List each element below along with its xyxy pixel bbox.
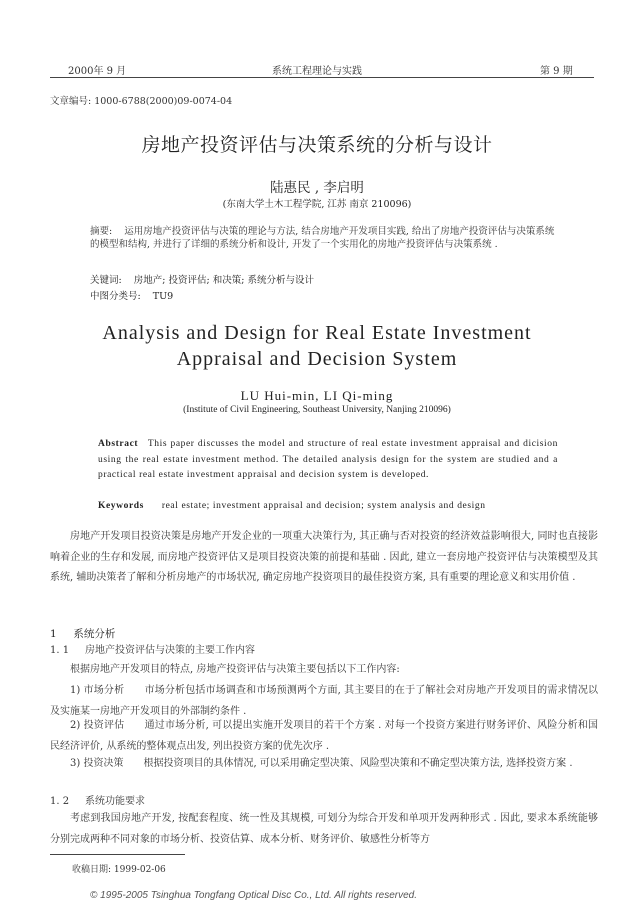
abstract-en-label: Abstract [98, 439, 139, 449]
subsection-1-2-title: 系统功能要求 [85, 796, 145, 807]
abstract-cn-text: 运用房地产投资评估与决策的理论与方法, 结合房地产开发项目实践, 给出了房地产投资评估与决策系统的模型和结构, 并进行了详细的系统分析和设计, 开发了一个实用化的房地产投资评估与决策系统 . [90, 226, 555, 250]
list-item-market-analysis: 1) 市场分析 市场分析包括市场调查和市场预测两个方面, 其主要目的在于了解社会对房地产开发项目的需求情况以及实施某一房地产开发项目的外部制约条件 . [50, 685, 598, 717]
title-chinese: 房地产投资评估与决策系统的分析与设计 [141, 134, 493, 156]
abstract-english [98, 437, 558, 484]
abstract-cn-label: 摘要: [90, 226, 113, 237]
header-rule [50, 77, 594, 78]
classification-label: 中图分类号: [90, 291, 141, 302]
subsection-1-1-heading [50, 641, 598, 662]
keywords-cn-text: 房地产; 投资评估; 和决策; 系统分析与设计 [133, 275, 314, 286]
received-date: 收稿日期: 1999-02-06 [72, 865, 166, 875]
list-item-investment-appraisal: 2) 投资评估 通过市场分析, 可以提出实施开发项目的若干个方案 . 对每一个投资方案进行财务评价、风险分析和国民经济评价, 从系统的整体观点出发, 列出投资方案的优先次序 . [50, 720, 598, 752]
keywords-en-label: Keywords [98, 501, 144, 511]
abstract-en-text: This paper discusses the model and structure of real estate investment appraisal and dicision using the real estate investment method. The detailed analysis design for the system are studied and a practical real estate investment appraisal and decision system is developed. [98, 439, 558, 480]
affiliation-english: (Institute of Civil Engineering, Southeast University, Nanjing 210096) [183, 405, 451, 415]
subsection-1-2-paragraph: 考虑到我国房地产开发, 按配套程度、统一性及其规模, 可划分为综合开发和单项开发两种形式 . 因此, 要求本系统能够分别完成两种不同对象的市场分析、投资估算、成本分析、财务评价、敏感性分析等方 [50, 813, 598, 845]
header-date: 2000年 9 月 [68, 66, 127, 77]
authors-chinese: 陆惠民 , 李启明 [270, 180, 364, 196]
classification-code: TU9 [152, 291, 174, 302]
keywords-en-text: real estate; investment appraisal and decision; system analysis and design [161, 501, 486, 511]
subsection-1-1-number: 1. 1 [50, 645, 70, 656]
title-english-line1: Analysis and Design for Real Estate Investment [102, 322, 532, 344]
subsection-1-1-title: 房地产投资评估与决策的主要工作内容 [85, 645, 255, 656]
article-number: 文章编号: 1000-6788(2000)09-0074-04 [50, 96, 233, 107]
intro-paragraph: 房地产开发项目投资决策是房地产开发企业的一项重大决策行为, 其正确与否对投资的经济效益影响很大, 同时也直接影响着企业的生存和发展, 而房地产投资评估又是项目投资决策的前提和基础 . 因此, 建立一套房地产投资评估与决策模型及其系统, 辅助决策者了解和分析房地产的市场状况, 确定房地产投资项目的最佳投资方案, 具有重要的理论意义和实用价值 . [50, 531, 598, 583]
abstract-chinese [90, 225, 560, 251]
list-item-investment-decision: 3) 投资决策 根据投资项目的具体情况, 可以采用确定型决策、风险型决策和不确定型决策方法, 选择投资方案 . [70, 758, 573, 769]
classification-chinese [90, 288, 173, 302]
subsection-1-2-number: 1. 2 [50, 796, 70, 807]
authors-english: LU Hui-min, LI Qi-ming [240, 388, 394, 403]
section-1-title: 系统分析 [73, 628, 116, 640]
keywords-english [98, 501, 486, 511]
section-1-number: 1 [50, 628, 57, 640]
footnote-rule [50, 854, 185, 855]
header-journal: 系统工程理论与实践 [272, 66, 362, 77]
header-issue: 第 9 期 [540, 66, 573, 77]
copyright-notice: © 1995-2005 Tsinghua Tongfang Optical Disc Co., Ltd. All rights reserved. [90, 890, 417, 901]
keywords-cn-label: 关键词: [90, 275, 122, 286]
subsection-1-1-lead: 根据房地产开发项目的特点, 房地产投资评估与决策主要包括以下工作内容: [70, 664, 400, 675]
title-english-line2: Appraisal and Decision System [176, 348, 458, 370]
keywords-chinese [90, 272, 314, 286]
affiliation-chinese: (东南大学土木工程学院, 江苏 南京 210096) [222, 199, 412, 210]
